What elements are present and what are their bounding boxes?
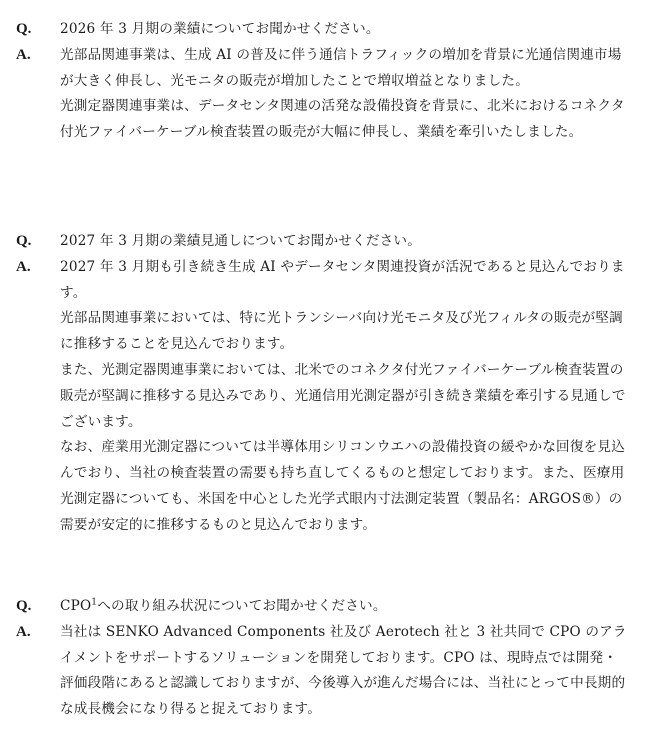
footnote-marker: 1 [91,597,98,608]
answer-label: A. [16,258,31,275]
qa-block-3 [0,594,667,723]
answer-body [60,43,630,146]
answer-label: A. [16,623,31,640]
question-row [0,229,667,255]
question-row [0,17,667,43]
answer-paragraph: なお、産業用光測定器については半導体用シリコンウエハの設備投資の緩やかな回復を見込んでおり、当社の検査装置の需要も持ち直してくるものと想定しております。また、医療用光測定器についても、米国を中心とした光学式眼内寸法測定装置（製品名：ARGOS®）の需要が安定的に推移するものと見込んでおります。 [60,439,625,533]
answer-paragraph: 2027 年 3 月期も引き続き生成 AI やデータセンタ関連投資が活況であると見込んでおります。 [60,258,625,301]
question-row [0,594,667,620]
answer-paragraph: 光部品関連事業においては、特に光トランシーバ向け光モニタ及び光フィルタの販売が堅調に推移することを見込んでおります。 [60,310,623,353]
answer-paragraph: 光部品関連事業は、生成 AI の普及に伴う通信トラフィックの増加を背景に光通信関連市場が大きく伸長し、光モニタの販売が増加したことで増収増益となりました。 [60,46,622,89]
answer-paragraph: 当社は SENKO Advanced Components 社及び Aerotech 社と 3 社共同で CPO のアライメントをサポートするソリューションを開発しております。CPO は、現時点では開発・評価段階にあると認識しておりますが、今後導入が進んだ場合には、当社にとって中長期的な成長機会になり得ると捉えております。 [60,623,627,718]
question-text [60,594,630,620]
question-prefix: CPO [60,598,92,614]
question-text: 2026 年 3 月期の業績についてお聞かせください。 [60,21,380,37]
question-label: Q. [16,21,32,37]
question-label: Q. [16,598,32,614]
question-suffix: への取り組み状況についてお聞かせください。 [97,598,387,614]
question-label: Q. [16,233,32,249]
answer-paragraph: 光測定器関連事業は、データセンタ関連の活発な設備投資を背景に、北米におけるコネクタ付光ファイバーケーブル検査装置の販売が大幅に伸長し、業績を牽引いたしました。 [60,98,625,141]
answer-paragraph: また、光測定器関連事業においては、北米でのコネクタ付光ファイバーケーブル検査装置の販売が堅調に推移する見込みであり、光通信用光測定器が引き続き業績を牽引する見通しでございます。 [60,361,626,430]
answer-label: A. [16,46,31,63]
answer-row [0,255,667,539]
qa-block-2 [0,229,667,539]
answer-row [0,620,667,723]
question-text: 2027 年 3 月期の業績見通しについてお聞かせください。 [60,233,421,249]
answer-body [60,255,630,539]
answer-row [0,43,667,146]
answer-body [60,620,630,723]
qa-block-1 [0,17,667,146]
